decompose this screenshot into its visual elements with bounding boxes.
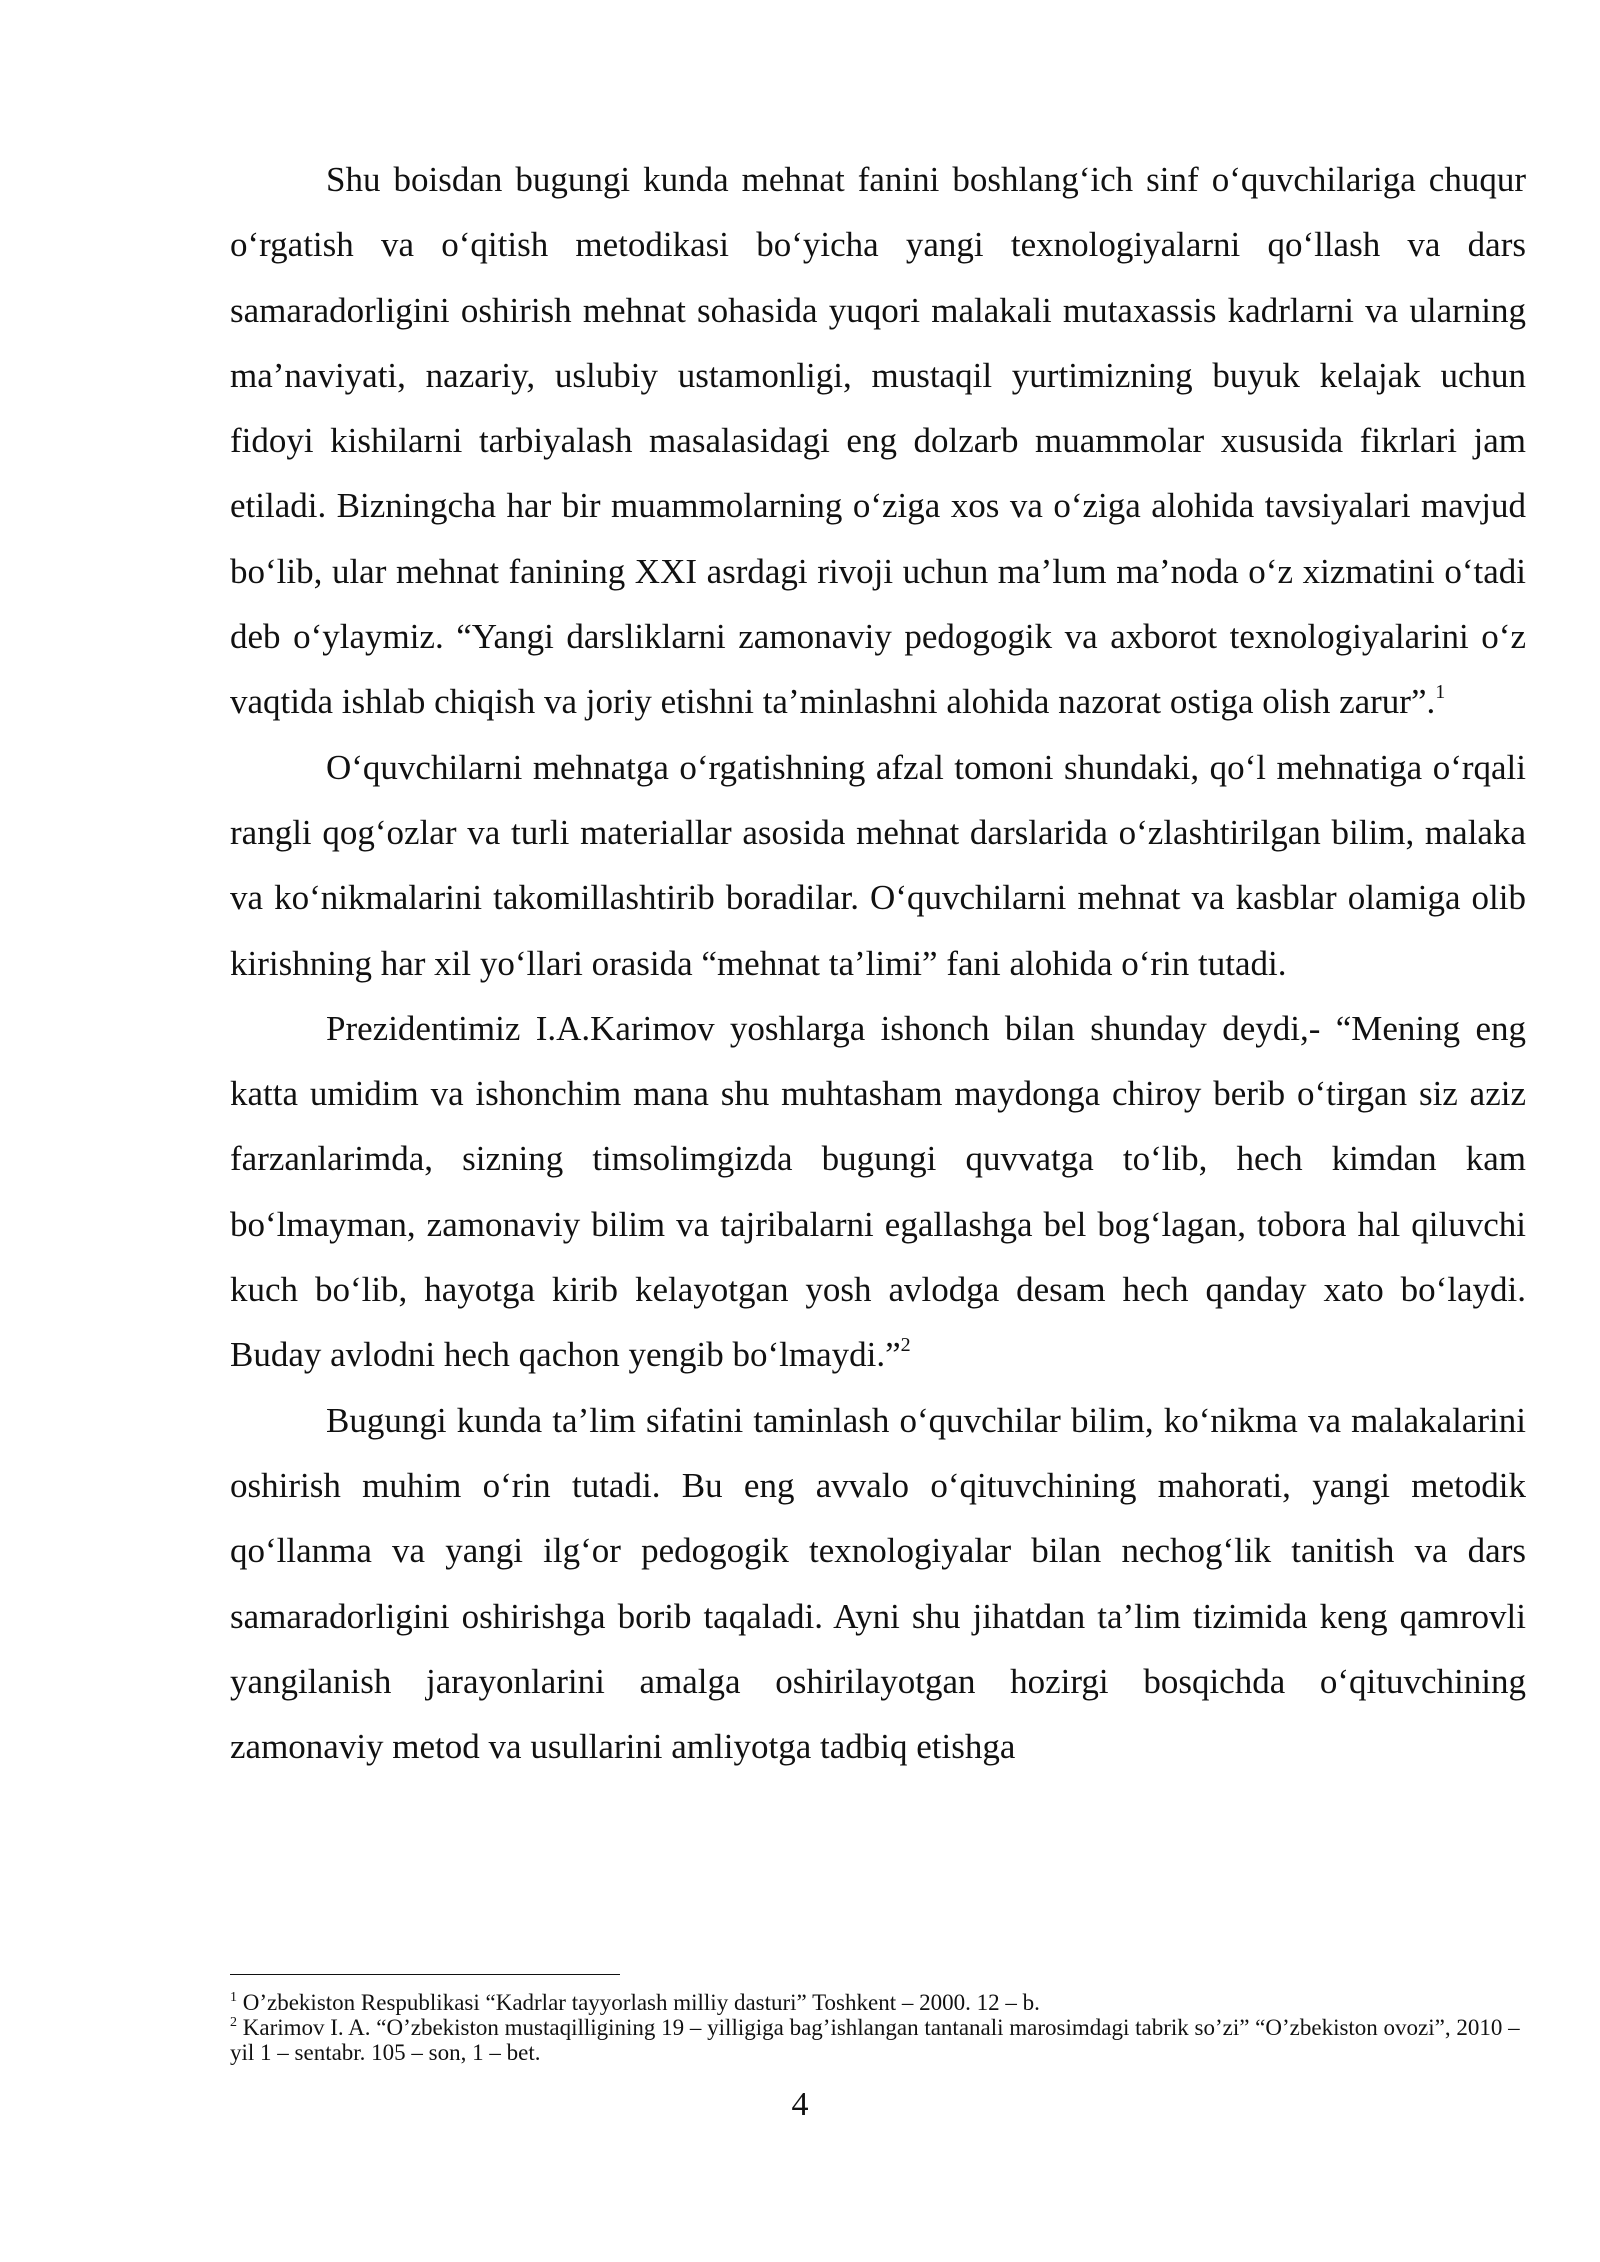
footnote-1 bbox=[230, 1990, 1526, 2015]
paragraph-2 bbox=[230, 735, 1526, 996]
footnote-2 bbox=[230, 2015, 1526, 2065]
paragraph-2-text: O‘quvchilarni mehnatga o‘rgatishning afzal tomoni shundaki, qo‘l mehnatiga o‘rqali rangli qog‘ozlar va turli materiallar asosida mehnat darslarida o‘zlashtirilgan bilim, malaka va ko‘nikmalarini takomillashtirib boradilar. O‘quvchilarni mehnat va kasblar olamiga olib kirishning har xil yo‘llari orasida “mehnat ta’limi” fani alohida o‘rin tutadi. bbox=[230, 747, 1526, 983]
paragraph-3 bbox=[230, 996, 1526, 1388]
footnote-ref-2: 2 bbox=[900, 1334, 911, 1357]
footnote-2-mark: 2 bbox=[230, 2015, 237, 2030]
paragraph-1 bbox=[230, 147, 1526, 735]
footnote-2-text: Karimov I. A. “O’zbekiston mustaqilligining 19 – yilligiga bag’ishlangan tantanali marosimdagi tabrik so’zi” “O’zbekiston ovozi”, 2010 – yil 1 – sentabr. 105 – son, 1 – bet. bbox=[230, 2015, 1520, 2065]
paragraph-3-text: Prezidentimiz I.A.Karimov yoshlarga ishonch bilan shunday deydi,- “Mening eng katta umidim va ishonchim mana shu muhtasham maydonga chiroy berib o‘tirgan siz aziz farzanlarimda, sizning timsolimgizda bugungi quvvatga to‘lib, hech kimdan kam bo‘lmayman, zamonaviy bilim va tajribalarni egallashga bel bog‘lagan, tobora hal qiluvchi kuch bo‘lib, hayotga kirib kelayotgan yosh avlodga desam hech qanday xato bo‘laydi. Buday avlodni hech qachon yengib bo‘lmaydi.” bbox=[230, 1008, 1526, 1375]
page-number: 4 bbox=[791, 2086, 809, 2123]
footnote-1-text: O’zbekiston Respublikasi “Kadrlar tayyorlash milliy dasturi” Toshkent – 2000. 12 – b. bbox=[237, 1990, 1040, 2015]
footnotes bbox=[230, 1990, 1526, 2065]
paragraph-4-text: Bugungi kunda ta’lim sifatini taminlash o‘quvchilar bilim, ko‘nikma va malakalarini oshirish muhim o‘rin tutadi. Bu eng avvalo o‘qituvchining mahorati, yangi metodik qo‘llanma va yangi ilg‘or pedogogik texnologiyalar bilan nechog‘lik tanitish va dars samaradorligini oshirishga borib taqaladi. Ayni shu jihatdan ta’lim tizimida keng qamrovli yangilanish jarayonlarini amalga oshirilayotgan hozirgi bosqichda o‘qituvchining zamonaviy metod va usullarini amliyotga tadbiq etishga bbox=[230, 1400, 1526, 1767]
paragraph-4 bbox=[230, 1388, 1526, 1780]
footnote-separator bbox=[230, 1974, 620, 1975]
footnote-1-mark: 1 bbox=[230, 1990, 237, 2005]
paragraph-1-text: Shu boisdan bugungi kunda mehnat fanini boshlang‘ich sinf o‘quvchilariga chuqur o‘rgatish va o‘qitish metodikasi bo‘yicha yangi texnologiyalarni qo‘llash va dars samaradorligini oshirish mehnat sohasida yuqori malakali mutaxassis kadrlarni va ularning ma’naviyati, nazariy, uslubiy ustamonligi, mustaqil yurtimizning buyuk kelajak uchun fidoyi kishilarni tarbiyalash masalasidagi eng dolzarb muammolar xususida fikrlari jam etiladi. Bizningcha har bir muammolarning o‘ziga xos va o‘ziga alohida tavsiyalari mavjud bo‘lib, ular mehnat fanining XXI asrdagi rivoji uchun ma’lum ma’noda o‘z xizmatini o‘tadi deb o‘ylaymiz. “Yangi darsliklarni zamonaviy pedogogik va axborot texnologiyalarini o‘z vaqtida ishlab chiqish va joriy etishni ta’minlashni alohida nazorat ostiga olish zarur”. bbox=[230, 160, 1526, 722]
body-text bbox=[230, 147, 1526, 1779]
footnote-ref-1: 1 bbox=[1435, 681, 1446, 704]
